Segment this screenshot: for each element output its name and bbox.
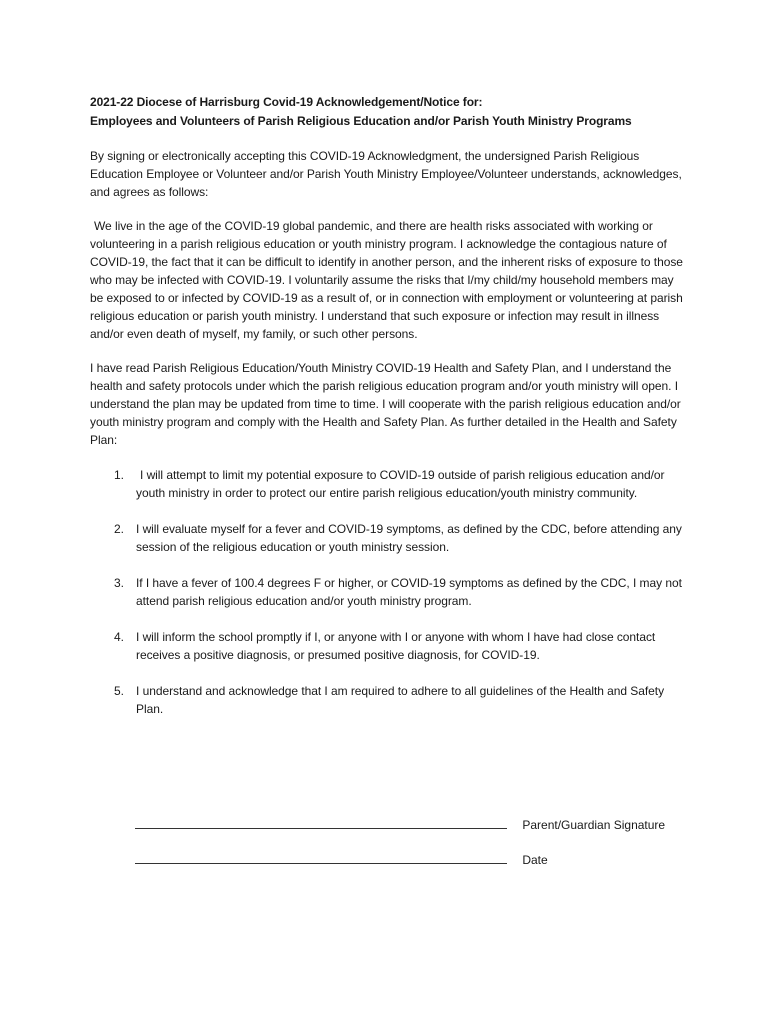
signature-line[interactable]: [135, 816, 507, 829]
list-item-text: I will inform the school promptly if I, or anyone with I or anyone with whom I have had close contact receives a positive diagnosis, or presumed positive diagnosis, for COVID-19.: [136, 630, 656, 662]
list-item: [90, 628, 690, 664]
list-item: [90, 574, 690, 610]
list-item-number: 1.: [114, 468, 124, 482]
list-item-number: 5.: [114, 684, 124, 698]
date-row: [135, 851, 695, 869]
safety-plan-paragraph: I have read Parish Religious Education/Youth Ministry COVID-19 Health and Safety Plan, and I understand the health and safety protocols under which the parish religious education program and/or youth ministry will open. I understand the plan may be updated from time to time. I will cooperate with the parish religious education and/or youth ministry program and comply with the Health and Safety Plan. As further detailed in the Health and Safety Plan:: [90, 361, 681, 447]
signature-row: [135, 816, 695, 834]
date-label: Date: [522, 853, 548, 867]
date-line[interactable]: [135, 851, 507, 864]
list-item: [90, 682, 690, 718]
document-title-line-1: 2021-22 Diocese of Harrisburg Covid-19 Acknowledgement/Notice for:: [90, 95, 483, 109]
list-item-text: I will attempt to limit my potential exposure to COVID-19 outside of parish religious education and/or youth ministry in order to protect our entire parish religious education/youth ministry community.: [136, 468, 665, 500]
document-title-line-2: Employees and Volunteers of Parish Religious Education and/or Parish Youth Ministry Programs: [90, 114, 632, 128]
list-item: [90, 466, 690, 502]
list-item-text: I understand and acknowledge that I am required to adhere to all guidelines of the Health and Safety Plan.: [136, 684, 665, 716]
list-item-number: 3.: [114, 576, 124, 590]
intro-paragraph: By signing or electronically accepting this COVID-19 Acknowledgment, the undersigned Parish Religious Education Employee or Volunteer and/or Parish Youth Ministry Employee/Volunteer understands, acknowledges, and agrees as follows:: [90, 149, 682, 199]
list-item-number: 2.: [114, 522, 124, 536]
list-item-text: I will evaluate myself for a fever and COVID-19 symptoms, as defined by the CDC, before attending any session of the religious education or youth ministry session.: [136, 522, 682, 554]
risk-paragraph: We live in the age of the COVID-19 global pandemic, and there are health risks associated with working or volunteering in a parish religious education or youth ministry program. I acknowledge the contagious nature of COVID-19, the fact that it can be difficult to identify in another person, and the inherent risks of exposure to those who may be infected with COVID-19. I voluntarily assume the risks that I/my child/my household members may be exposed to or infected by COVID-19 as a result of, or in connection with employment or volunteering at parish religious education or parish youth ministry. I understand that such exposure or infection may result in illness and/or even death of myself, my family, or such other persons.: [90, 219, 683, 341]
acknowledgement-list: [90, 466, 690, 718]
list-item-number: 4.: [114, 630, 124, 644]
document-body: [90, 93, 690, 736]
signature-label: Parent/Guardian Signature: [522, 818, 666, 832]
list-item-text: If I have a fever of 100.4 degrees F or higher, or COVID-19 symptoms as defined by the CDC, I may not attend parish religious education and/or youth ministry program.: [136, 576, 682, 608]
list-item: [90, 520, 690, 556]
